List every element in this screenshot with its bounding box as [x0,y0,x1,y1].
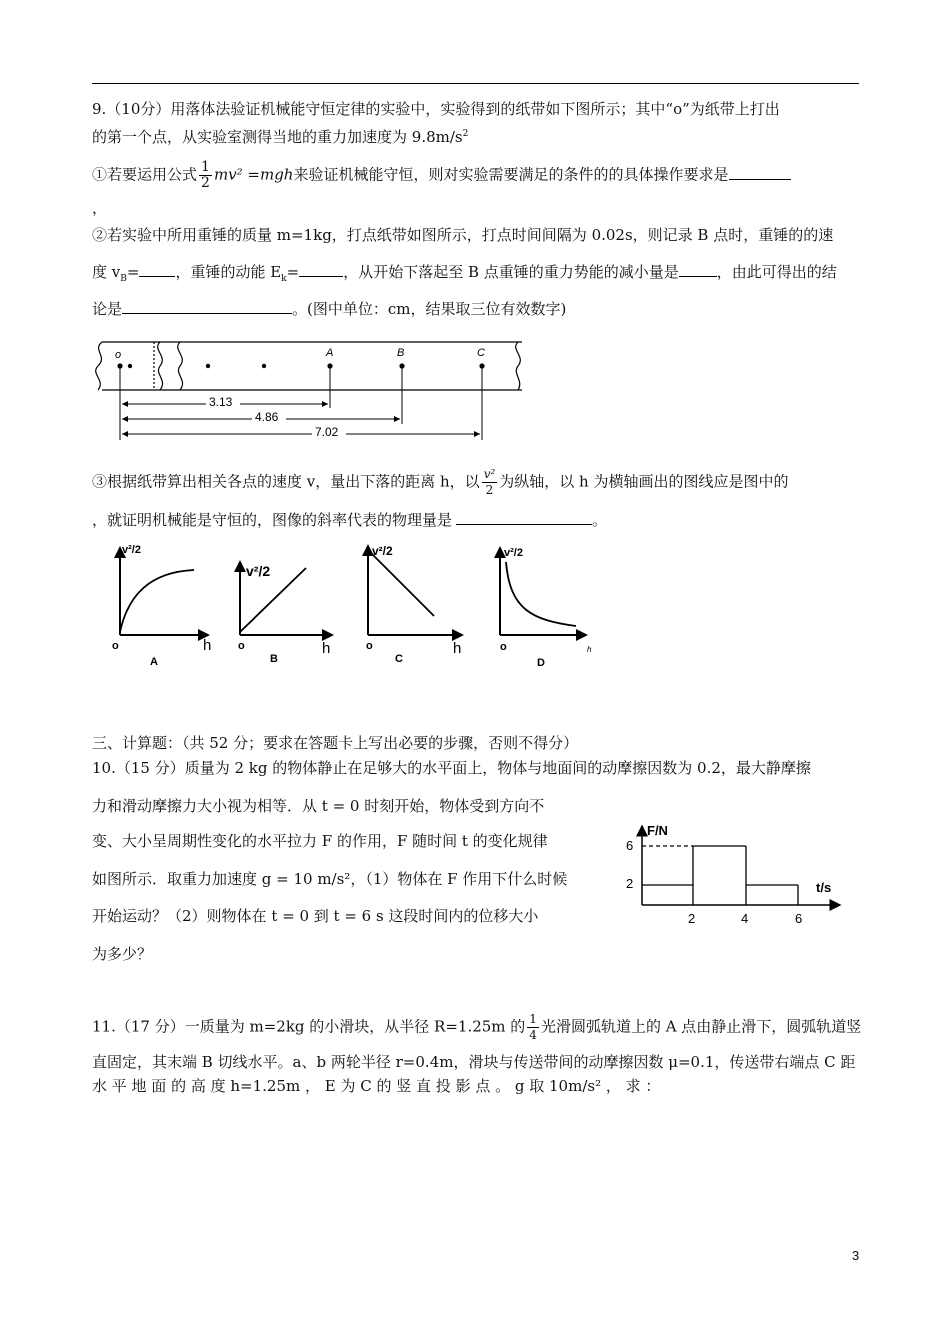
svg-text:A: A [150,656,158,668]
q9-step3-line1: ③根据纸带算出相关各点的速度 v，量出下落的距离 h，以 $\frac{\text{v²}}{2}$ 为纵轴，以 h 为横轴画出的图线应是图中的 [92,467,789,497]
svg-text:o: o [366,640,373,652]
svg-text:2: 2 [688,911,696,926]
q9-line1: 9.（10分）用落体法验证机械能守恒定律的实验中，实验得到的纸带如下图所示；其中“o”为纸带上打出 [92,100,780,118]
graph-options [100,540,620,675]
svg-text:4: 4 [741,911,749,926]
svg-text:h: h [322,640,331,657]
q9-line2: 的第一个点，从实验室测得当地的重力加速度为 $9.8m/s^2$ [92,128,469,146]
svg-text:h: h [453,640,462,657]
page-number: 3 [852,1248,860,1263]
graph-b [238,562,332,665]
force-time-graph [620,822,845,932]
svg-text:D: D [537,657,545,669]
q11-line3: 水 平 地 面 的 高 度 h=1.25m ， E 为 C 的 竖 直 投 影 点 。 g 取 10m/s² ， 求 ： [92,1077,661,1095]
q9-step2-line1: ②若实验中所用重锤的质量 m=1kg，打点纸带如图所示，打点时间间隔为 0.02s，则记录 B 点时，重锤的的速 [92,226,834,244]
svg-text:2: 2 [626,876,634,891]
q10-line5: 开始运动？（2）则物体在 t = 0 到 t = 6 s 这段时间内的位移大小 [92,907,539,925]
tape-label-b: B [397,347,405,359]
tape-dot [128,364,132,368]
tape-label-c: C [477,347,485,359]
svg-text:6: 6 [626,838,634,853]
tape-dot [262,364,266,368]
svg-text:C: C [395,653,403,665]
q9-step1-comma: ， [92,199,108,217]
svg-text:o: o [500,641,507,653]
svg-text:v²/2: v²/2 [372,544,393,558]
svg-text:v²/2: v²/2 [246,563,271,579]
q10-line1: 10.（15 分）质量为 2 kg 的物体静止在足够大的水平面上，物体与地面间的动摩擦因数为 0.2，最大静摩擦 [92,759,811,777]
tape-dist-ob: 4.86 [255,410,279,424]
fraction-half: $\frac{1}{2}$ [201,159,210,191]
svg-text:v²/2: v²/2 [504,547,523,559]
tape-label-o: o [115,349,122,361]
q10-line4: 如图所示．取重力加速度 g = 10 m/s²，（1）物体在 F 作用下什么时候 [92,870,568,888]
graph-a [112,544,211,668]
svg-text:v²/2: v²/2 [122,544,141,556]
answer-blank-conclusion[interactable] [122,299,292,314]
q10-line3: 变、大小呈周期性变化的水平拉力 F 的作用，F 随时间 t 的变化规律 [92,832,548,850]
tape-dist-oc: 7.02 [315,425,339,439]
svg-text:h: h [203,637,212,654]
q10-line2: 力和滑动摩擦力大小视为相等．从 t = 0 时刻开始，物体受到方向不 [92,797,545,815]
svg-text:o: o [112,640,119,652]
q9-step3-line2: ，就证明机械能是守恒的，图像的斜率代表的物理量是 。 [92,511,608,529]
q11-line1: 11.（17 分）一质量为 m=2kg 的小滑块，从半径 R=1.25m 的 $\frac{1}{4}$ 光滑圆弧轨道上的 A 点由静止滑下，圆弧轨道竖 [92,1012,862,1042]
svg-text:o: o [238,640,245,652]
graph-d [500,547,592,669]
q11-line2: 直固定，其末端 B 切线水平。a、b 两轮半径 r=0.4m，滑块与传送带间的动摩擦因数 μ=0.1，传送带右端点 C 距 [92,1053,856,1071]
answer-blank-ek[interactable] [299,262,343,277]
paper-tape-figure [88,336,528,444]
q9-step1: ①若要运用公式 $\frac{1}{2}$ mv² =mgh来验证机械能守恒，则对实验需要满足的条件的的具体操作要求是 [92,160,791,191]
top-rule [92,83,859,84]
q9-step2-line2: 度 $v_B=$ ，重锤的动能 $E_k=$ ，从开始下落起至 B 点重锤的重力势能的减小量是 ，由此可得出的结 [92,263,837,284]
svg-text:B: B [270,653,278,665]
fraction-v2-over-2: $\frac{\text{v²}}{2}$ [483,467,496,497]
answer-blank-slope[interactable] [456,510,592,525]
q10-line6: 为多少？ [92,945,153,963]
fraction-quarter: $\frac{1}{4}$ [529,1012,537,1042]
q9-step2-line3: 论是 。(图中单位：cm，结果取三位有效数字) [92,300,567,318]
svg-text:F/N: F/N [647,823,668,838]
svg-text:6: 6 [795,911,803,926]
svg-text:t/s: t/s [816,880,832,895]
section3-heading: 三、计算题：（共 52 分；要求在答题卡上写出必要的步骤，否则不得分） [92,734,579,752]
answer-blank-ep[interactable] [679,262,717,277]
answer-blank[interactable] [729,165,791,180]
graph-c [366,544,462,665]
answer-blank-vb[interactable] [139,262,175,277]
tape-label-a: A [326,347,334,359]
svg-text:h: h [587,645,592,654]
tape-dist-oa: 3.13 [209,395,233,409]
tape-dot [206,364,210,368]
